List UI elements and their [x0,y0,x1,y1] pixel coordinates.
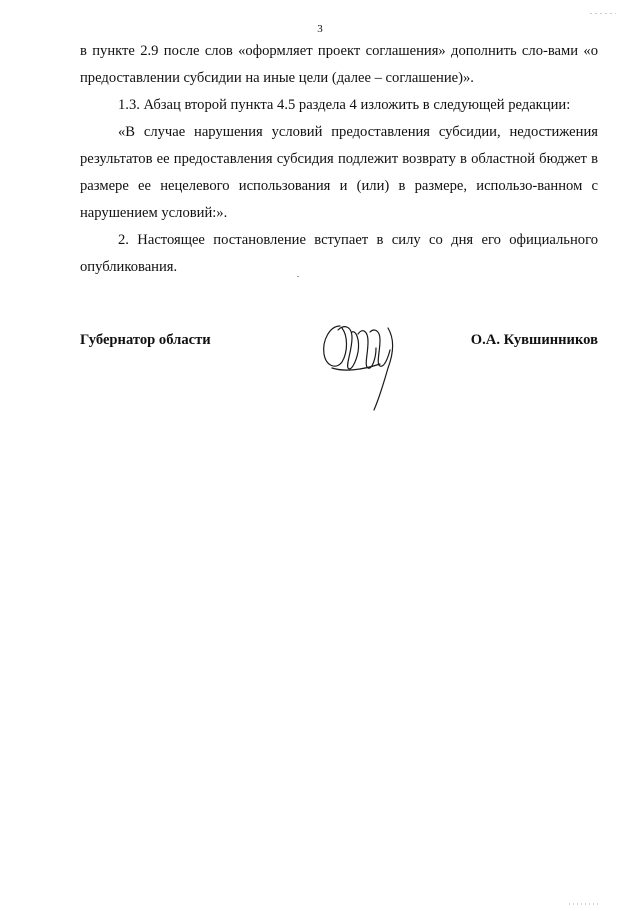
paragraph-effective-date: 2. Настоящее постановление вступает в силу со дня его официального опубликования. [80,232,598,275]
paragraph-continuation: в пункте 2.9 после слов «оформляет проект соглашения» дополнить сло-вами «о предоставлении субсидии на иные цели (далее – соглашение)». [80,43,598,86]
scan-artifact-top [588,2,618,5]
paragraph-amendment-1-3: 1.3. Абзац второй пункта 4.5 раздела 4 изложить в следующей редакции: [118,97,571,113]
signatory-title: Губернатор области [80,332,211,348]
scan-speck [297,276,299,277]
document-body [80,38,598,281]
signatory-name: О.А. Кувшинников [470,332,598,348]
paragraph-quoted-text: «В случае нарушения условий предоставления субсидии, недостижения результатов ее предоставления субсидия подлежит возврату в областной бюджет в размере ее нецелевого использования и (или) в размере, использо-ванном с нарушением условий:». [80,124,598,221]
page-number: 3 [317,23,323,35]
scan-artifact-bottom [568,893,602,897]
handwritten-signature [318,312,398,416]
